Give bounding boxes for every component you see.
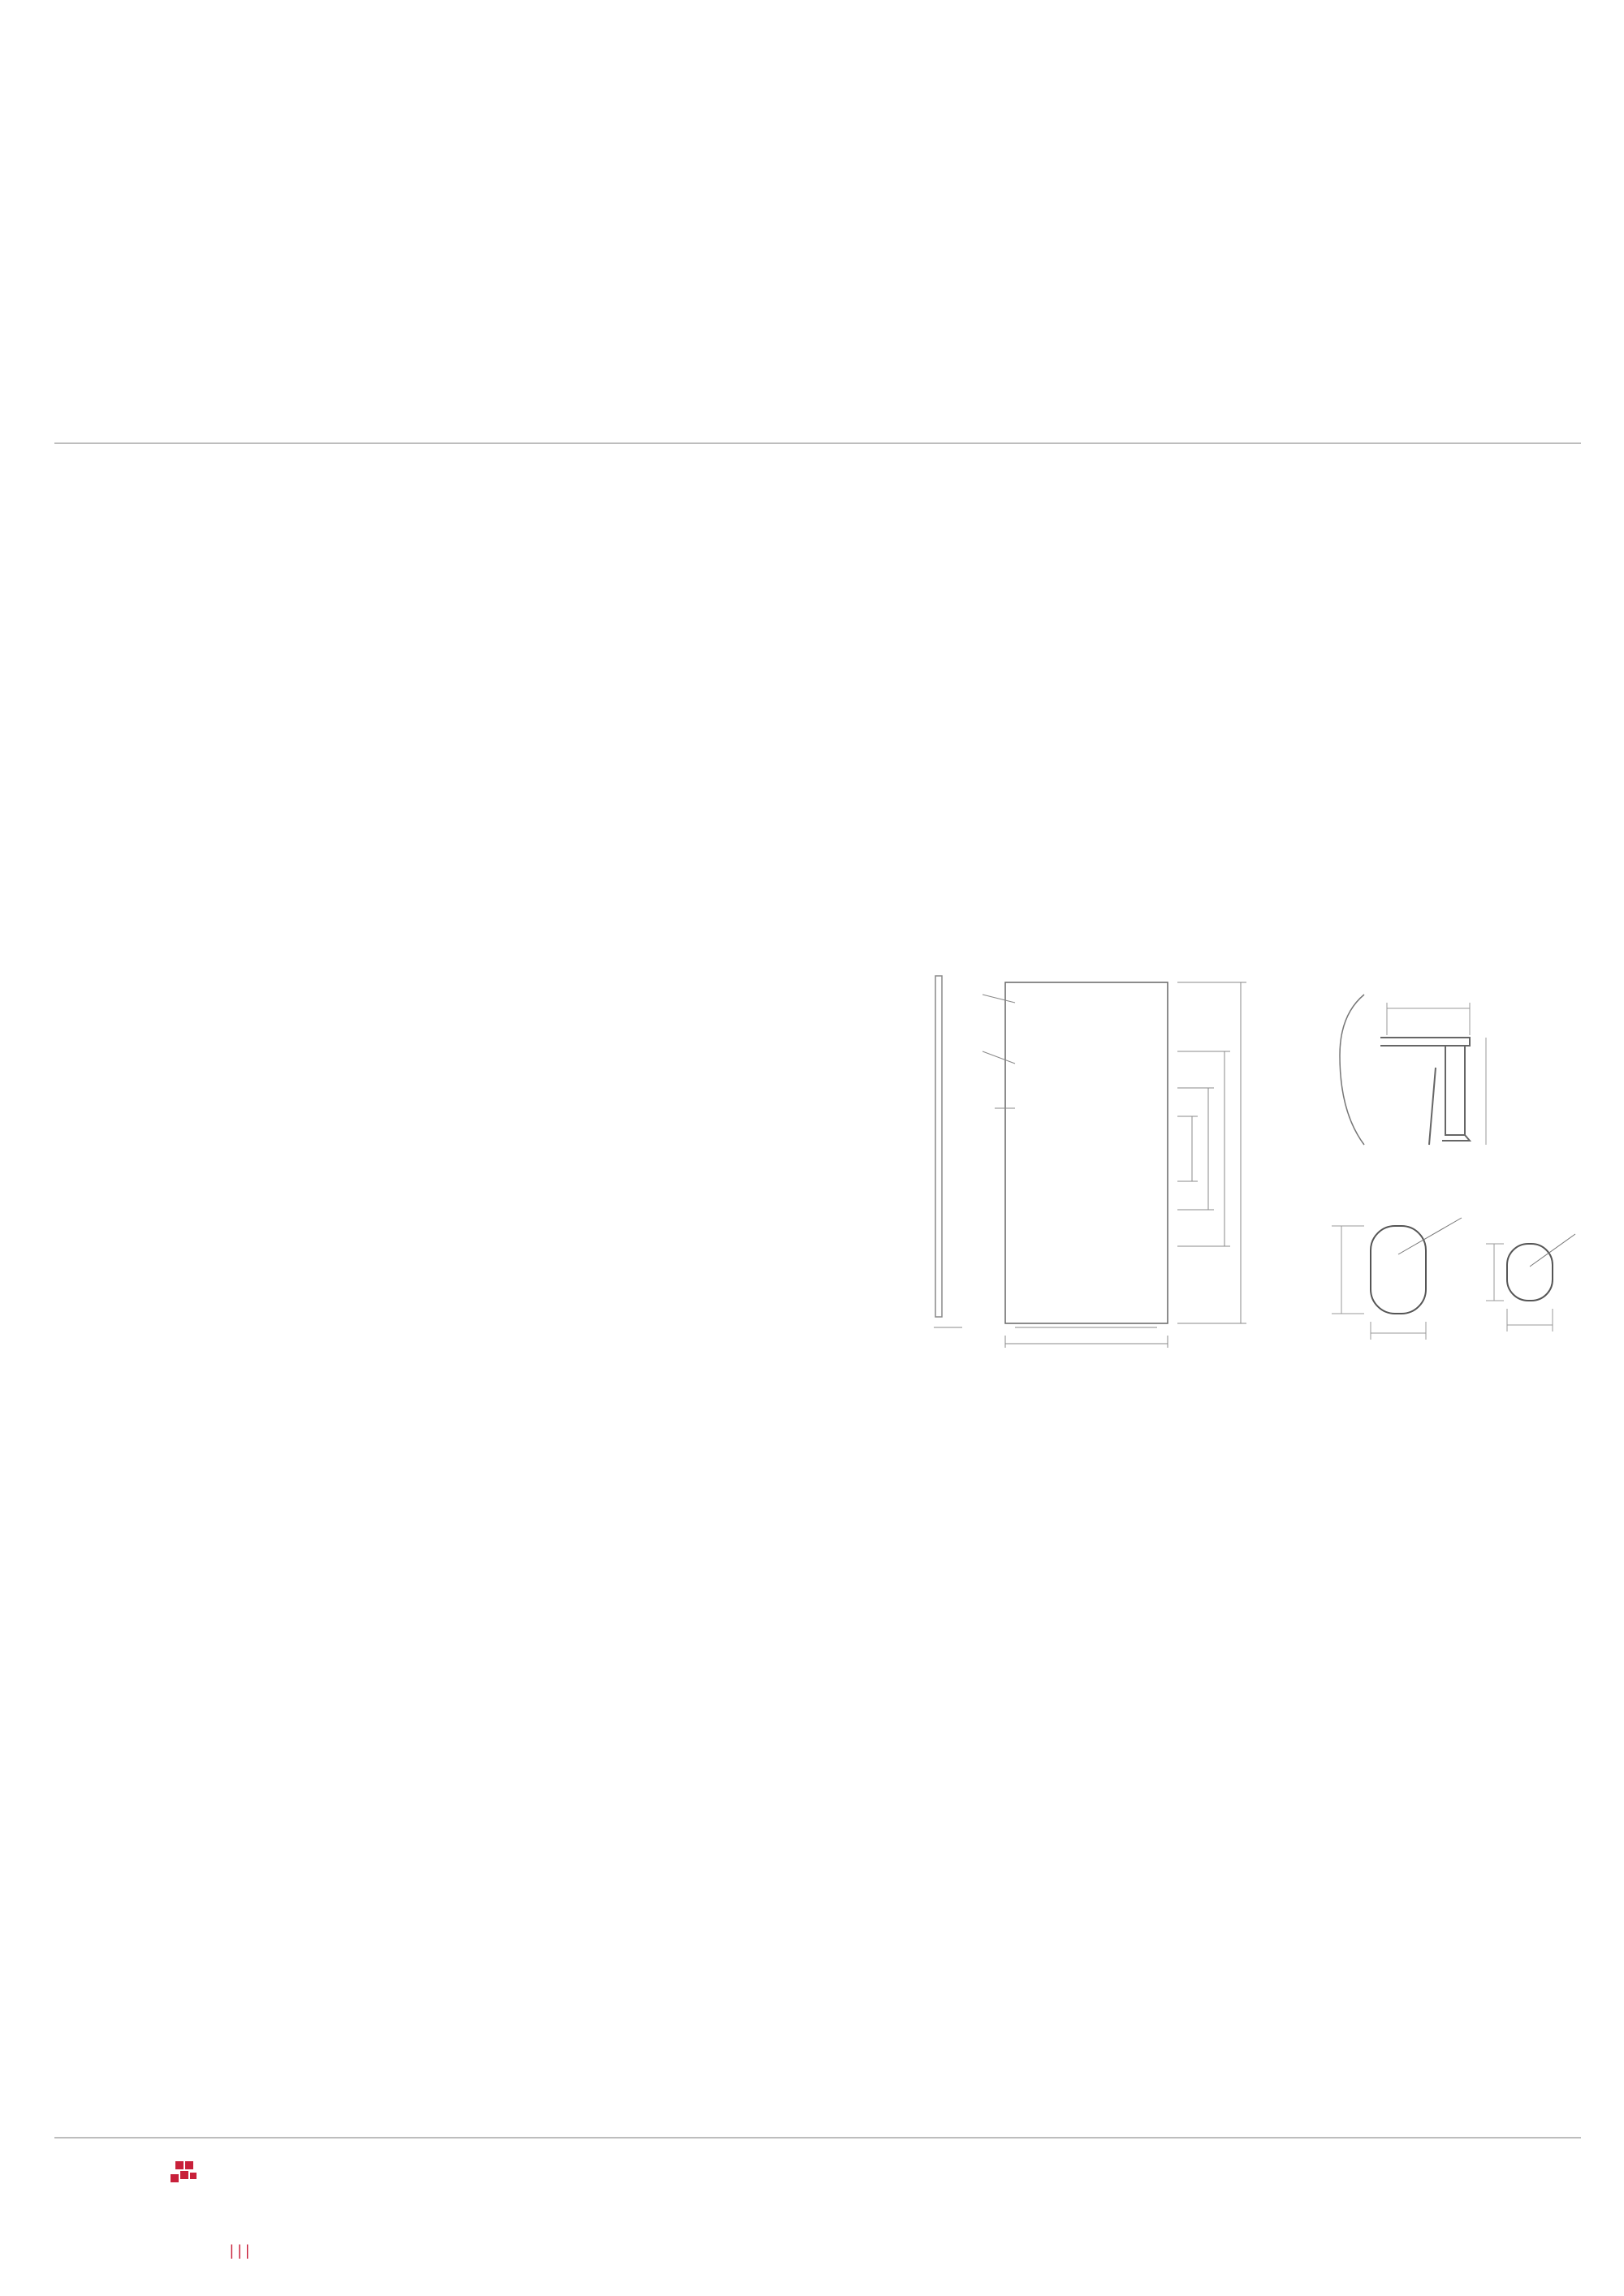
panel-grid [1005,982,1168,1323]
spec-row [0,1363,1624,1396]
side-profile [935,976,942,1317]
rear-row [0,652,1624,684]
spec-row [0,907,1624,939]
leader-line [983,995,1015,1003]
rear-row [0,690,1624,723]
contact-line: | | | [230,2242,250,2259]
profile-arc [1340,995,1364,1145]
rear-row [0,614,1624,646]
logo-pixel [190,2173,197,2179]
panel-frame [1005,982,1168,1323]
technical-drawing [926,958,1592,1348]
electrical-header-row [0,135,1624,170]
mounting-hole-14x9 [1371,1226,1426,1314]
rear-row [0,766,1624,798]
electrical-row [0,273,1624,305]
mounting-hole-10x7 [1507,1244,1553,1301]
efficiency-row [0,408,1624,440]
electrical-row [0,363,1624,395]
spec-row [0,1454,1624,1487]
logo-pixel [171,2174,179,2182]
iv-curve-chart [909,1571,1583,1961]
logo-pixel [180,2171,188,2179]
spec-row [0,1409,1624,1441]
logo-pixel [175,2161,184,2169]
frame-profile [1380,1038,1470,1145]
electrical-row [0,318,1624,351]
leader-line [1398,1218,1462,1254]
electrical-row [0,228,1624,261]
leader-line [983,1051,1015,1064]
logo-pixel [185,2161,193,2169]
electrical-row [0,183,1624,216]
rear-row [0,576,1624,609]
rear-row [0,727,1624,760]
divider [54,442,1581,444]
footer-divider [54,2137,1581,2138]
